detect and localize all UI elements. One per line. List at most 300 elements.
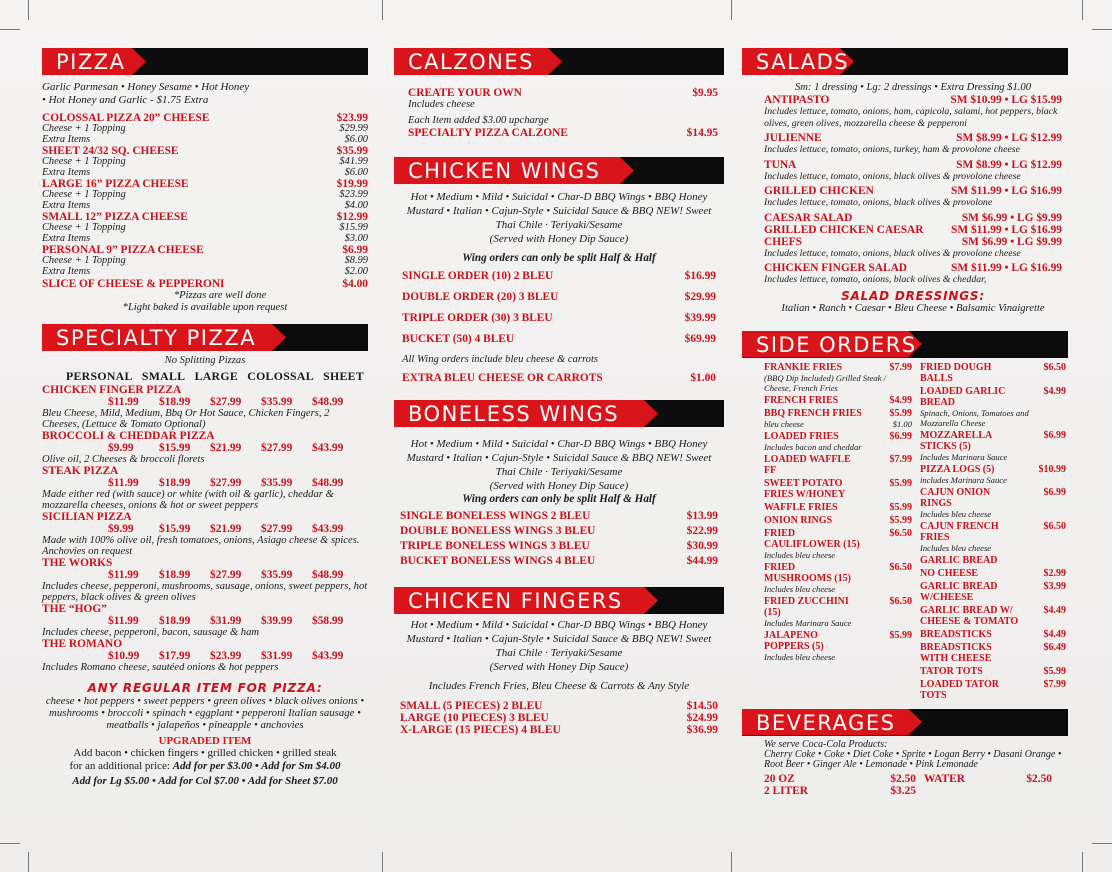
side-item-price: $7.99 — [1043, 678, 1066, 690]
boneless-item-row — [400, 509, 718, 524]
specialty-item — [42, 430, 368, 465]
crop-mark — [1082, 852, 1083, 872]
crop-mark — [0, 29, 20, 30]
wings-item-name: SINGLE ORDER (10) 2 BLEU — [402, 270, 554, 282]
pizza-item-price: $6.99 — [342, 244, 368, 256]
pizza-sub-price: $23.99 — [339, 189, 368, 200]
specialty-price: $31.99 — [261, 650, 293, 662]
crop-mark — [0, 843, 20, 844]
bev-water-price: $2.50 — [1026, 772, 1052, 785]
calzones-title: CALZONES — [408, 50, 534, 74]
size-col: PERSONAL — [66, 369, 133, 383]
side-item-price: $5.99 — [889, 629, 912, 641]
wings-title: CHICKEN WINGS — [408, 159, 601, 183]
salad-item-row — [764, 185, 1062, 197]
side-item — [920, 629, 1066, 640]
specialty-price: $27.99 — [261, 523, 293, 535]
salad-item-price: SM $6.99 • LG $9.99 — [961, 235, 1062, 248]
specialty-desc: Includes cheese, pepperoni, bacon, sausage & ham — [42, 627, 260, 638]
side-item-note: Includes bleu cheese — [764, 549, 836, 560]
side-item-note-row — [764, 419, 912, 429]
fingers-item-name: SMALL (5 PIECES) 2 BLEU — [400, 700, 543, 712]
side-item-note: (BBQ Dip Included) Grilled Steak / Cheese, French Fries — [764, 372, 886, 393]
side-item — [764, 502, 912, 513]
side-item-name: NO CHEESE — [920, 567, 979, 579]
side-item-name: JALAPENO POPPERS (5) — [764, 629, 824, 652]
fingers-header — [394, 587, 724, 614]
size-col: SHEET — [323, 369, 364, 383]
specialty-price: $35.99 — [261, 477, 293, 489]
crop-mark — [731, 852, 732, 872]
side-item-row — [920, 605, 1066, 627]
specialty-price: $11.99 — [108, 477, 139, 489]
side-item-note-row — [920, 543, 1066, 553]
side-item — [920, 430, 1066, 462]
no-splitting-note: No Splitting Pizzas — [164, 355, 246, 366]
pizza-item-price: $23.99 — [336, 112, 368, 124]
salad-item-name: GRILLED CHICKEN — [764, 185, 874, 197]
salad-item-row — [764, 212, 1062, 224]
side-item-row — [920, 642, 1066, 664]
boneless-served: (Served with Honey Dip Sauce) — [489, 480, 629, 492]
side-item-row — [920, 629, 1066, 640]
boneless-item-row — [400, 539, 718, 554]
specialty-item — [42, 384, 368, 430]
pizza-sub-price: $3.00 — [344, 232, 368, 244]
side-item-note-row — [920, 509, 1066, 519]
pizza-sub-row — [42, 223, 368, 234]
specialty-prices — [42, 396, 368, 408]
side-item-name: MOZZARELLA STICKS (5) — [920, 429, 992, 452]
side-item-price: $6.49 — [1043, 641, 1066, 653]
salad-item-name: CAESAR SALAD — [764, 211, 853, 224]
specialty-price: $18.99 — [159, 396, 191, 408]
side-item-row — [764, 478, 912, 500]
side-item-name: BREADSTICKS — [920, 628, 992, 640]
salad-sizes: Sm: 1 dressing • Lg: 2 dressings • Extra Dressing $1.00 — [794, 82, 1032, 93]
specialty-prices — [42, 442, 368, 454]
fingers-item-name: X-LARGE (15 PIECES) 4 BLEU — [400, 724, 561, 736]
salad-item-row — [764, 236, 1062, 248]
boneless-item-row — [400, 524, 718, 539]
side-item-name: FRIED ZUCCHINI (15) — [764, 595, 849, 618]
pizza-item-price: $35.99 — [336, 145, 368, 157]
bev-list: Cherry Coke • Coke • Diet Coke • Sprite • Logan Berry • Dasani Orange • Root Beer • Ginger Ale • Lemonade • Pink Lemonade — [764, 748, 1062, 770]
fingers-item-row — [400, 712, 718, 724]
specialty-price: $15.99 — [159, 442, 191, 454]
side-item-row — [764, 431, 912, 442]
side-item-name: LOADED WAFFLE FF — [764, 453, 851, 476]
dressings-title: SALAD DRESSINGS: — [841, 288, 985, 303]
specialty-item — [42, 638, 368, 673]
side-item-row — [764, 596, 912, 618]
column-pizza — [42, 48, 368, 798]
side-item-row — [920, 555, 1066, 566]
fingers-includes: Includes French Fries, Bleu Cheese & Carrots & Any Style — [428, 680, 690, 692]
wings-item-price: $39.99 — [684, 312, 716, 324]
bev-2liter: 2 LITER — [764, 784, 808, 797]
pizza-sub-row — [42, 168, 368, 179]
boneless-header — [394, 400, 724, 427]
side-item-name: TATOR TOTS — [920, 665, 983, 677]
side-item-name: GARLIC BREAD W/ CHEESE & TOMATO — [920, 604, 1019, 627]
pizza-item-price: $19.99 — [336, 178, 368, 190]
specialty-price: $11.99 — [108, 569, 139, 581]
salad-item-name: JULIENNE — [764, 132, 822, 144]
side-item — [920, 581, 1066, 603]
sides-title: SIDE ORDERS — [756, 332, 917, 357]
side-item-price: $7.99 — [889, 453, 912, 465]
side-item-name: FRENCH FRIES — [764, 394, 839, 406]
side-item — [764, 515, 912, 526]
side-item — [764, 395, 912, 406]
pizza-sub-label: Extra Items — [42, 232, 91, 244]
side-item-note-row — [920, 475, 1066, 485]
specialty-price: $58.99 — [312, 615, 344, 627]
side-item-note: Includes bacon and cheddar — [764, 441, 862, 452]
wings-item-name: BUCKET (50) 4 BLEU — [402, 333, 515, 345]
wings-item-name: TRIPLE ORDER (30) 3 BLEU — [402, 312, 553, 324]
specialty-desc: Made either red (with sauce) or white (with oil & garlic), cheddar & mozzarella cheeses, onions & hot or sweet peppers — [42, 489, 334, 511]
side-item — [920, 362, 1066, 384]
wings-item-row — [402, 329, 716, 350]
pizza-sub-label: Cheese + 1 Topping — [42, 255, 126, 266]
specialty-price: $18.99 — [159, 569, 191, 581]
sides-header — [742, 331, 1068, 358]
side-item-name: FRIED CAULIFLOWER (15) — [764, 527, 860, 550]
specialty-item-name: BROCCOLI & CHEDDAR PIZZA — [42, 430, 215, 442]
crop-mark — [1092, 29, 1112, 30]
side-item — [920, 487, 1066, 519]
boneless-item-name: SINGLE BONELESS WINGS 2 BLEU — [400, 510, 591, 522]
side-item-row — [764, 528, 912, 550]
specialty-price: $9.99 — [108, 442, 134, 454]
boneless-flavors: Hot • Medium • Mild • Suicidal • Char-D BBQ Wings • BBQ Honey Mustard • Italian • Cajun-Style • Suicidal Sauce & BBQ NEW! Sweet Thai Chile · Teriyaki/Sesame — [406, 438, 712, 478]
bev-rows — [764, 773, 1062, 797]
side-item-note: Spinach, Onions, Tomatoes and Mozzarella Cheese — [920, 407, 1029, 428]
column-salads-sides — [742, 48, 1068, 807]
crop-mark — [28, 0, 29, 20]
boneless-split: Wing orders can only be split Half & Half — [462, 493, 656, 505]
crop-mark — [382, 852, 383, 872]
side-item — [764, 454, 912, 476]
specialty-title: SPECIALTY PIZZA — [56, 326, 257, 350]
side-item-price: $7.99 — [889, 361, 912, 373]
salad-item-price: SM $11.99 • LG $16.99 — [951, 262, 1062, 274]
salad-item-price: SM $8.99 • LG $12.99 — [956, 158, 1062, 171]
side-item-row — [920, 521, 1066, 543]
boneless-title: BONELESS WINGS — [408, 402, 620, 426]
side-item-note: Includes Marinara Sauce — [764, 617, 852, 628]
calzone-create-price: $9.95 — [692, 87, 718, 99]
crop-mark — [382, 0, 383, 20]
side-item — [920, 666, 1066, 677]
side-item-row — [920, 581, 1066, 603]
fingers-item-price: $36.99 — [686, 724, 718, 736]
pizza-list — [42, 112, 368, 277]
salad-item-desc: Includes lettuce, tomato, onions, black olives & cheddar, — [764, 274, 987, 285]
side-item — [920, 679, 1066, 701]
bev-water: WATER — [924, 772, 965, 785]
side-item-note-row — [920, 452, 1066, 462]
side-item-name: GARLIC BREAD W/CHEESE — [920, 580, 998, 603]
wings-item-price: $29.99 — [684, 291, 716, 303]
pizza-sub-price: $8.99 — [344, 255, 368, 266]
side-item-note-row — [764, 652, 912, 662]
specialty-price: $17.99 — [159, 650, 191, 662]
beverages-header — [742, 709, 1068, 736]
side-item-name: FRANKIE FRIES — [764, 361, 843, 373]
side-item-name: SWEET POTATO FRIES W/HONEY — [764, 477, 846, 500]
specialty-price: $43.99 — [312, 523, 344, 535]
side-item-row — [920, 464, 1066, 475]
crop-mark — [1082, 0, 1083, 20]
side-item — [764, 362, 912, 393]
side-item-row — [764, 454, 912, 476]
side-item-name: GARLIC BREAD — [920, 554, 998, 566]
slice-price: $4.00 — [342, 278, 368, 290]
wings-split: Wing orders can only be split Half & Half — [462, 252, 656, 264]
side-item-row — [764, 395, 912, 406]
wings-item-row — [402, 266, 716, 287]
boneless-item-name: DOUBLE BONELESS WINGS 3 BLEU — [400, 525, 596, 537]
specialty-item-name: STEAK PIZZA — [42, 465, 119, 477]
side-item — [920, 555, 1066, 566]
side-item-price: $5.99 — [1043, 665, 1066, 677]
specialty-prices — [42, 523, 368, 535]
crop-mark — [1092, 843, 1112, 844]
specialty-item — [42, 603, 368, 638]
side-item-name: CAJUN ONION RINGS — [920, 486, 991, 509]
salad-item-price: SM $6.99 • LG $9.99 — [961, 211, 1062, 224]
pizza-sub-price: $29.99 — [339, 123, 368, 134]
salad-item-name: CHEFS — [764, 235, 802, 248]
side-item-note-row — [764, 584, 912, 594]
specialty-prices — [42, 569, 368, 581]
side-item-note-row — [764, 550, 912, 560]
side-item-name: ONION RINGS — [764, 514, 833, 526]
calzone-spec-price: $14.95 — [686, 127, 718, 139]
specialty-item-name: THE “HOG” — [42, 603, 107, 615]
side-item-row — [764, 502, 912, 513]
side-item-price: $6.50 — [889, 561, 912, 573]
specialty-prices — [42, 615, 368, 627]
fingers-item-name: LARGE (10 PIECES) 3 BLEU — [400, 712, 549, 724]
salad-item-price: SM $8.99 • LG $12.99 — [956, 132, 1062, 144]
salad-item-name: ANTIPASTO — [764, 94, 830, 106]
side-item-row — [920, 362, 1066, 384]
bev-20oz-price: $2.50 — [890, 772, 916, 785]
pizza-sub-price: $15.99 — [339, 222, 368, 233]
extra-bleu-row — [402, 372, 716, 384]
pizza-item-name: SMALL 12” PIZZA CHEESE — [42, 211, 188, 223]
side-item-row — [764, 630, 912, 652]
specialty-item-name: SICILIAN PIZZA — [42, 511, 132, 523]
side-item — [764, 596, 912, 628]
pizza-sub-label: Cheese + 1 Topping — [42, 123, 126, 134]
side-item — [920, 521, 1066, 553]
side-item-note: includes Marinara Sauce — [920, 474, 1007, 485]
side-item-price: $2.99 — [1043, 567, 1066, 579]
salad-item-desc: Includes lettuce, tomato, onions, black olives & provolone cheese — [764, 170, 1021, 182]
dressings-list: Italian • Ranch • Caesar • Bleu Cheese • Balsamic Vinaigrette — [781, 302, 1045, 314]
wings-item-row — [402, 287, 716, 308]
side-item-note: Includes Marinara Sauce — [920, 451, 1008, 462]
size-col: LARGE — [194, 369, 239, 383]
specialty-prices — [42, 650, 368, 662]
pizza-sub-label: Extra Items — [42, 133, 91, 145]
side-item-price: $5.99 — [889, 514, 912, 526]
size-col: SMALL — [141, 369, 186, 383]
specialty-price: $27.99 — [210, 477, 242, 489]
side-item — [764, 478, 912, 500]
specialty-item — [42, 465, 368, 511]
side-item-price: $6.50 — [889, 595, 912, 607]
side-item-price: $5.99 — [889, 501, 912, 513]
side-item-price: $10.99 — [1038, 463, 1066, 475]
boneless-item-price: $30.99 — [686, 540, 718, 552]
pizza-sub-row — [42, 124, 368, 135]
bev-20oz: 20 OZ — [764, 772, 795, 785]
pizza-sub-row — [42, 190, 368, 201]
upgraded-line-3: Add for Lg $5.00 • Add for Col $7.00 • Add for Sheet $7.00 — [72, 775, 338, 787]
side-item — [764, 562, 912, 594]
wings-flavors: Hot • Medium • Mild • Suicidal • Char-D BBQ Wings • BBQ Honey Mustard • Italian • Cajun-Style • Suicidal Sauce & BBQ NEW! Sweet Thai Chile · Teriyaki/Sesame — [406, 191, 712, 231]
sides-right — [920, 362, 1066, 703]
salad-item-name: GRILLED CHICKEN CAESAR — [764, 223, 924, 236]
side-item-name: LOADED FRIES — [764, 430, 839, 442]
upgraded-line-2: for an additional price: Add for per $3.00 • Add for Sm $4.00 — [69, 760, 341, 772]
pizza-sub-label: Cheese + 1 Topping — [42, 189, 126, 200]
specialty-price: $27.99 — [210, 569, 242, 581]
pizza-sub-label: Cheese + 1 Topping — [42, 222, 126, 233]
salad-item-row — [764, 262, 1062, 274]
boneless-list — [400, 509, 718, 569]
specialty-price: $11.99 — [108, 615, 139, 627]
pizza-header — [42, 48, 368, 75]
side-item — [764, 408, 912, 429]
pizza-sub-label: Extra Items — [42, 166, 91, 178]
specialty-desc: Bleu Cheese, Mild, Medium, Bbq Or Hot Sauce, Chicken Fingers, 2 Cheeses, (Lettuce & Tomato Optional) — [42, 408, 330, 430]
specialty-price: $23.99 — [210, 650, 242, 662]
fingers-item-price: $24.99 — [686, 712, 718, 724]
side-item — [920, 464, 1066, 485]
boneless-item-name: BUCKET BONELESS WINGS 4 BLEU — [400, 555, 596, 567]
fingers-list — [400, 700, 718, 736]
side-item-row — [764, 362, 912, 373]
wings-item-name: DOUBLE ORDER (20) 3 BLEU — [402, 291, 559, 303]
specialty-desc: Includes Romano cheese, sautéed onions & hot peppers — [42, 662, 279, 673]
sides-grid — [742, 362, 1068, 703]
side-item — [764, 528, 912, 560]
specialty-desc: Made with 100% olive oil, fresh tomatoes, onions, Asiago cheese & spices. Anchovies on request — [42, 535, 360, 557]
side-item-price: $4.49 — [1043, 628, 1066, 640]
pizza-sub-label: Cheese + 1 Topping — [42, 156, 126, 167]
specialty-price: $27.99 — [261, 442, 293, 454]
side-item-price: $6.50 — [1043, 520, 1066, 532]
side-item-row — [764, 408, 912, 419]
specialty-price: $35.99 — [261, 396, 293, 408]
side-item-note: bleu cheese — [764, 418, 804, 429]
side-item-price: $4.99 — [1043, 385, 1066, 397]
specialty-price: $18.99 — [159, 477, 191, 489]
pizza-sub-price: $4.00 — [344, 199, 368, 211]
pizza-item-name: LARGE 16” PIZZA CHEESE — [42, 178, 189, 190]
specialty-price: $9.99 — [108, 523, 134, 535]
wings-item-price: $69.99 — [684, 333, 716, 345]
crop-mark — [731, 0, 732, 20]
wings-all-note: All Wing orders include bleu cheese & carrots — [402, 354, 599, 365]
specialty-price: $48.99 — [312, 396, 344, 408]
specialty-desc: Olive oil, 2 Cheeses & broccoli florets — [42, 454, 205, 465]
specialty-list — [42, 384, 368, 673]
slice-row — [42, 278, 368, 290]
side-item — [920, 568, 1066, 579]
specialty-desc: Includes cheese, pepperoni, mushrooms, sausage, onions, sweet peppers, hot peppers, black olives & green olives — [42, 581, 368, 603]
specialty-price: $27.99 — [210, 396, 242, 408]
calzone-create-row — [408, 87, 718, 99]
side-item-name: PIZZA LOGS (5) — [920, 463, 995, 475]
side-item-price: $6.99 — [1043, 486, 1066, 498]
specialty-price: $15.99 — [159, 523, 191, 535]
side-item-note: Includes bleu cheese — [764, 651, 836, 662]
pizza-sub-price: $6.00 — [344, 166, 368, 178]
side-item-note: Includes bleu cheese — [764, 583, 836, 594]
boneless-item-price: $13.99 — [686, 510, 718, 522]
salads-header — [742, 48, 1068, 75]
specialty-size-header — [42, 369, 368, 384]
side-item — [920, 642, 1066, 664]
side-item-note: Includes bleu cheese — [920, 508, 992, 519]
side-item-note-row — [764, 373, 912, 393]
extra-bleu-name: EXTRA BLEU CHEESE OR CARROTS — [402, 372, 603, 384]
side-item-row — [764, 515, 912, 526]
specialty-price: $10.99 — [108, 650, 140, 662]
salad-list — [764, 94, 1062, 286]
specialty-item — [42, 511, 368, 557]
specialty-item-name: CHICKEN FINGER PIZZA — [42, 384, 182, 396]
side-item-name: FRIED MUSHROOMS (15) — [764, 561, 851, 584]
side-item-price: $6.99 — [1043, 429, 1066, 441]
fingers-title: CHICKEN FINGERS — [408, 589, 623, 613]
specialty-price: $43.99 — [312, 650, 344, 662]
calzones-header — [394, 48, 724, 75]
salad-item-row — [764, 132, 1062, 144]
specialty-price: $35.99 — [261, 569, 293, 581]
specialty-price: $48.99 — [312, 569, 344, 581]
pizza-sub-row — [42, 267, 368, 278]
specialty-price: $31.99 — [210, 615, 242, 627]
salad-item-price: SM $10.99 • LG $15.99 — [950, 94, 1062, 106]
side-item-name: WAFFLE FRIES — [764, 501, 838, 513]
side-item-price: $6.50 — [889, 527, 912, 539]
salad-item-desc: Includes lettuce, tomato, onions, black olives & provolone cheese — [764, 247, 1021, 259]
side-item-price: $5.99 — [889, 407, 912, 419]
side-item-price: $6.50 — [1043, 361, 1066, 373]
pizza-note-2: *Light baked is available upon request — [122, 302, 288, 313]
boneless-item-row — [400, 554, 718, 569]
fingers-item-price: $14.50 — [686, 700, 718, 712]
side-item-name: FRIED DOUGH BALLS — [920, 361, 992, 384]
pizza-sub-label: Extra Items — [42, 199, 91, 211]
salad-item-desc: Includes lettuce, tomato, onions, turkey, ham & provolone cheese — [764, 144, 1020, 155]
sides-left — [764, 362, 912, 703]
upgraded-line-1: Add bacon • chicken fingers • grilled chicken • grilled steak — [73, 747, 337, 759]
specialty-header — [42, 324, 368, 351]
side-item-price: $4.99 — [889, 394, 912, 406]
salad-item-desc: Includes lettuce, tomato, onions, ham, capicola, salami, hot peppers, black olives, green olives, mozzarella cheese & pepperoni — [764, 106, 1058, 129]
side-item-price: $4.49 — [1043, 604, 1066, 616]
